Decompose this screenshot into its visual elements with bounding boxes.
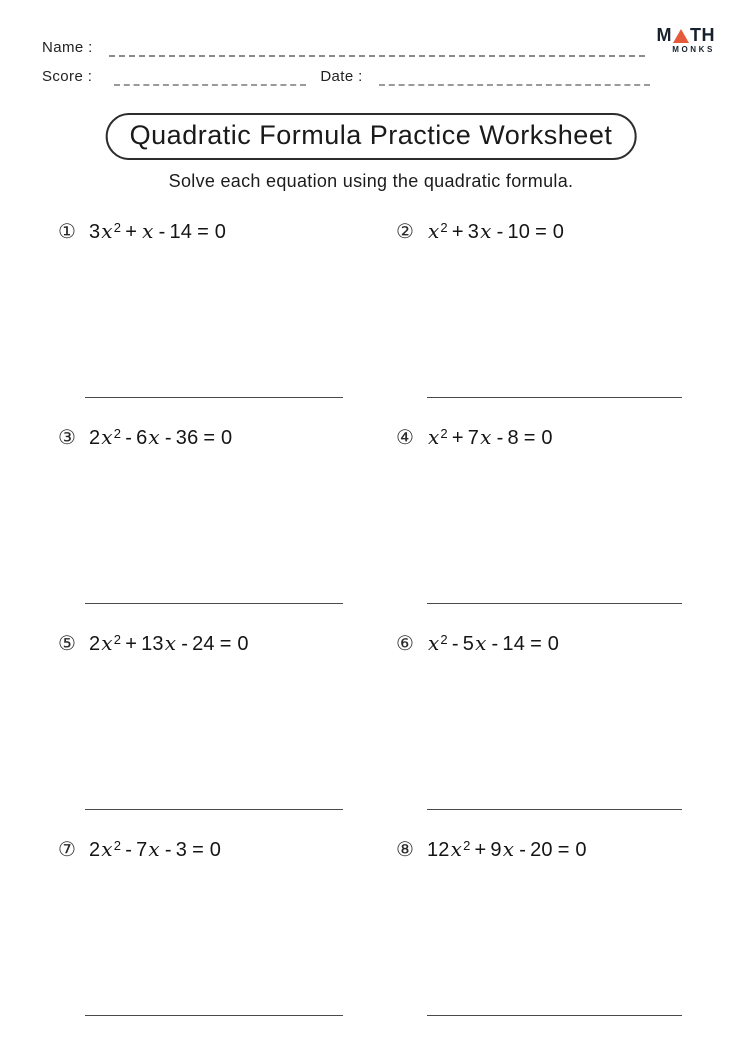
answer-line [85, 809, 343, 810]
problems-grid [58, 210, 684, 1034]
date-field-line [379, 72, 650, 86]
logo-monks-text: MONKS [672, 45, 715, 54]
problem-item [58, 210, 396, 416]
problem-equation: $3x^2 + x - 14 = 0$ [88, 219, 227, 243]
answer-line [427, 809, 682, 810]
instruction-text: Solve each equation using the quadratic formula. [168, 171, 574, 191]
problem-item [396, 622, 684, 828]
problem-number: ⑦ [58, 837, 76, 861]
logo-letters-th: TH [690, 25, 715, 45]
answer-line [427, 397, 682, 398]
problem-equation: $2x^2 - 7x - 3 = 0$ [88, 837, 222, 861]
math-monks-logo [657, 26, 716, 54]
problem-item [396, 828, 684, 1034]
problem-equation: $2x^2 - 6x - 36 = 0$ [88, 425, 233, 449]
problem-equation: $x^2 + 3x - 10 = 0$ [427, 219, 565, 243]
problem-equation: $2x^2 + 13x - 24 = 0$ [88, 631, 249, 655]
name-row [42, 39, 645, 57]
problem-item [58, 622, 396, 828]
score-label: Score : [42, 68, 93, 85]
logo-letter-m: M [656, 25, 672, 45]
problem-number: ② [396, 219, 414, 243]
problem-item [58, 416, 396, 622]
problem-number: ⑤ [58, 631, 76, 655]
problem-item [58, 828, 396, 1034]
problem-equation: $x^2 + 7x - 8 = 0$ [427, 425, 553, 449]
problem-number: ③ [58, 425, 76, 449]
problem-item [396, 416, 684, 622]
problem-number: ⑧ [396, 837, 414, 861]
answer-line [85, 603, 343, 604]
score-field-line [114, 72, 306, 86]
answer-line [427, 1015, 682, 1016]
name-field-line [109, 43, 645, 57]
problem-item [396, 210, 684, 416]
problem-number: ④ [396, 425, 414, 449]
logo-wordmark [657, 26, 716, 44]
problem-equation: $12x^2 + 9x - 20 = 0$ [426, 837, 587, 861]
date-label: Date : [320, 68, 363, 85]
score-date-row [42, 68, 650, 86]
logo-triangle-icon [673, 29, 689, 43]
answer-line [85, 397, 343, 398]
answer-line [85, 1015, 343, 1016]
name-label: Name : [42, 39, 93, 56]
problem-number: ① [58, 219, 76, 243]
problem-number: ⑥ [396, 631, 414, 655]
worksheet-title: Quadratic Formula Practice Worksheet [106, 113, 637, 160]
answer-line [427, 603, 682, 604]
problem-equation: $x^2 - 5x - 14 = 0$ [427, 631, 560, 655]
